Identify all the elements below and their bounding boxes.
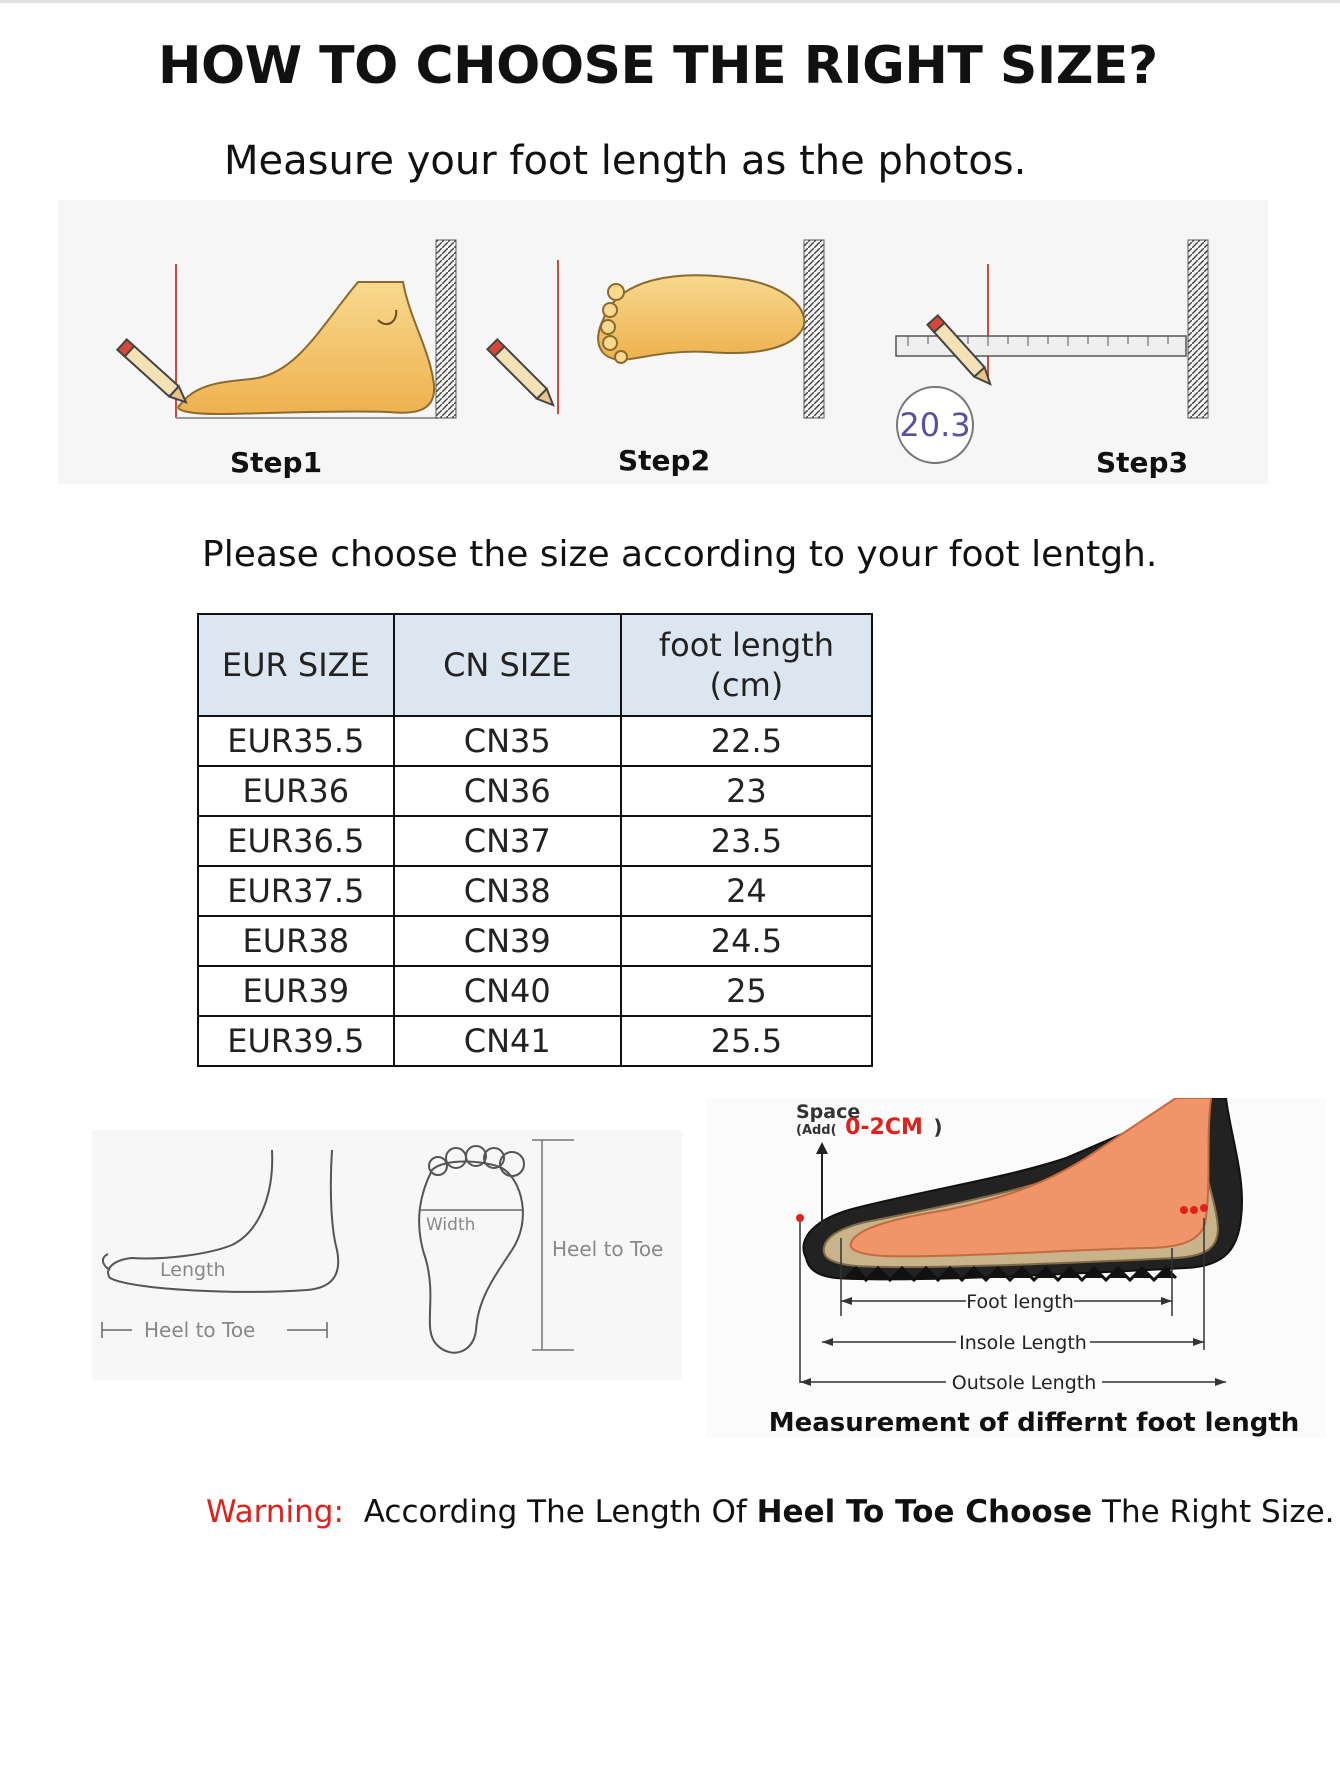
header-foot-length (621, 614, 872, 716)
table-row (198, 816, 872, 866)
space-add-range: 0-2CM (845, 1115, 923, 1140)
cn-size-cell: CN38 (394, 866, 621, 916)
ruler-reading: 20.3 (899, 406, 971, 444)
table-row (198, 966, 872, 1016)
steps-illustration (58, 200, 1268, 484)
size-table (197, 613, 873, 1067)
pencil-icon (487, 339, 558, 410)
header-foot-length-unit: (cm) (709, 666, 784, 704)
cn-size-cell: CN35 (394, 716, 621, 766)
top-foot-icon (598, 275, 804, 360)
pencil-icon (117, 339, 190, 407)
outsole-length-label: Outsole Length (951, 1372, 1097, 1394)
warning-label: Warning: (206, 1494, 344, 1530)
shoe-diagram-caption: Measurement of differnt foot length (768, 1408, 1300, 1438)
space-add-prefix: (Add( (796, 1123, 837, 1138)
eur-size-cell: EUR37.5 (198, 866, 394, 916)
warning-text-bold: Heel To Toe Choose (756, 1494, 1093, 1530)
foot-length-cell: 25.5 (621, 1016, 872, 1066)
choose-size-instruction: Please choose the size according to your foot lentgh. (202, 534, 1158, 575)
foot-measure-line-drawing (92, 1130, 682, 1380)
width-label: Width (426, 1215, 476, 1235)
table-row (198, 716, 872, 766)
size-table-header (198, 614, 872, 716)
side-foot-icon (178, 282, 434, 414)
foot-length-cell: 24.5 (621, 916, 872, 966)
eur-size-cell: EUR36 (198, 766, 394, 816)
foot-length-cell: 23 (621, 766, 872, 816)
foot-length-cell: 25 (621, 966, 872, 1016)
step1-figure (117, 240, 456, 418)
foot-measure-steps-figure (58, 200, 1268, 484)
table-row (198, 916, 872, 966)
eur-size-cell: EUR39.5 (198, 1016, 394, 1066)
table-row (198, 766, 872, 816)
header-cn-size: CN SIZE (394, 614, 621, 716)
space-label: Space (796, 1101, 861, 1123)
page-subtitle: Measure your foot length as the photos. (224, 138, 1027, 184)
step2-figure (487, 240, 824, 418)
eur-size-cell: EUR35.5 (198, 716, 394, 766)
warning-text-part2: The Right Size. (1092, 1494, 1335, 1530)
cn-size-cell: CN36 (394, 766, 621, 816)
foot-length-cell: 22.5 (621, 716, 872, 766)
foot-length-cell: 24 (621, 866, 872, 916)
eur-size-cell: EUR39 (198, 966, 394, 1016)
warning-notice (206, 1494, 1335, 1530)
page-title: HOW TO CHOOSE THE RIGHT SIZE? (158, 36, 1158, 96)
warning-text-part1: According The Length Of (363, 1494, 757, 1530)
heel-to-toe-side-label: Heel to Toe (144, 1318, 256, 1342)
header-eur-size: EUR SIZE (198, 614, 394, 716)
heel-to-toe-sole-label: Heel to Toe (552, 1237, 664, 1261)
step3-label: Step3 (1096, 446, 1189, 479)
space-add-suffix: ) (933, 1115, 943, 1139)
eur-size-cell: EUR38 (198, 916, 394, 966)
step1-label: Step1 (230, 446, 323, 479)
shoe-cutaway-figure (706, 1098, 1326, 1438)
table-row (198, 866, 872, 916)
table-row (198, 1016, 872, 1066)
step3-figure (896, 240, 1208, 463)
eur-size-cell: EUR36.5 (198, 816, 394, 866)
cn-size-cell: CN37 (394, 816, 621, 866)
foot-length-cell: 23.5 (621, 816, 872, 866)
length-label: Length (160, 1259, 226, 1281)
foot-outline-figure (92, 1130, 682, 1380)
insole-length-label: Insole Length (959, 1332, 1087, 1354)
shoe-length-diagram (706, 1098, 1326, 1438)
cn-size-cell: CN39 (394, 916, 621, 966)
foot-length-label: Foot length (966, 1291, 1074, 1313)
sole-outline-icon (419, 1162, 523, 1353)
cn-size-cell: CN41 (394, 1016, 621, 1066)
header-foot-length-label: foot length (658, 626, 834, 664)
top-rule (0, 0, 1340, 3)
step2-label: Step2 (618, 444, 711, 477)
cn-size-cell: CN40 (394, 966, 621, 1016)
